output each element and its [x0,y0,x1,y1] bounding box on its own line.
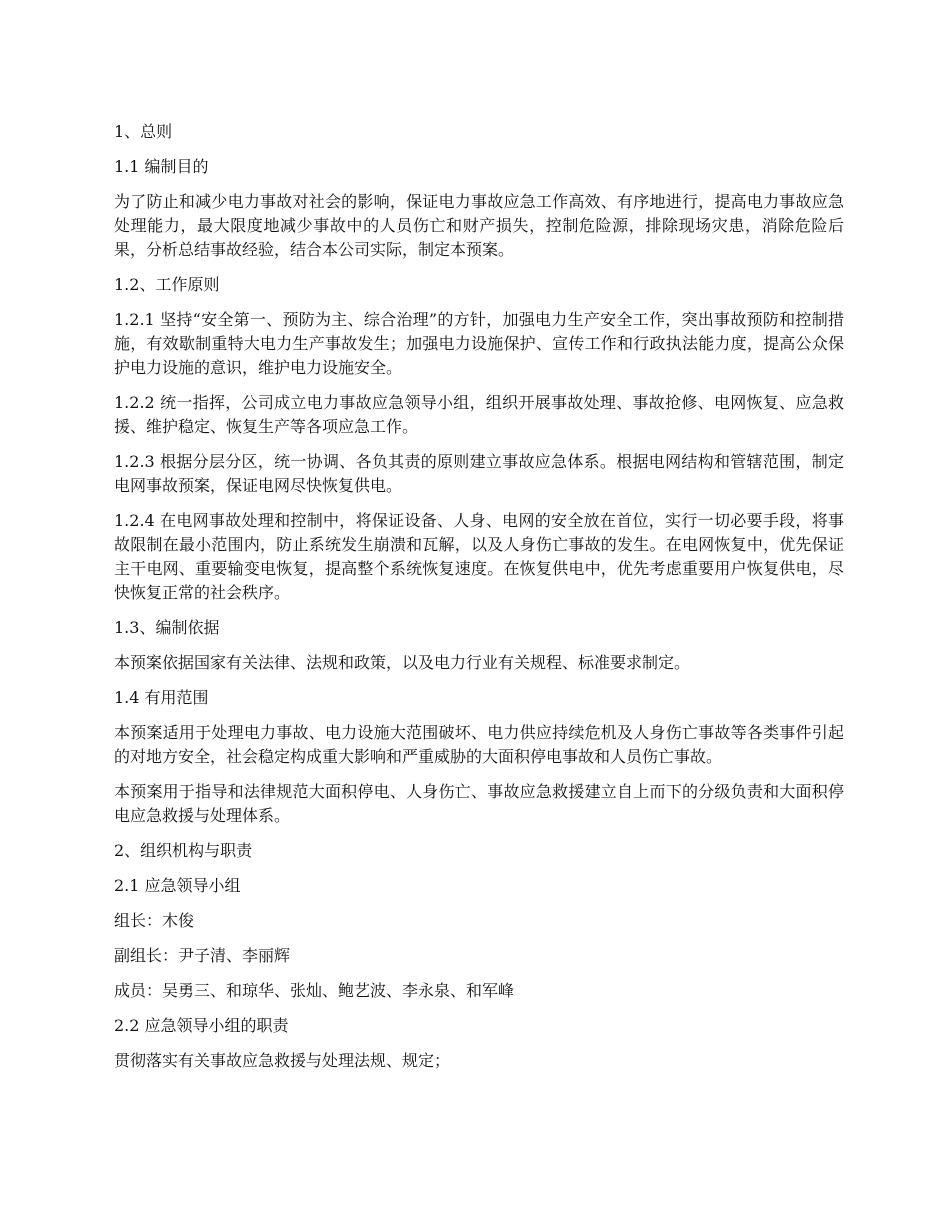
paragraph-duty-1: 贯彻落实有关事故应急救援与处理法规、规定； [114,1051,451,1070]
paragraph-group-leader: 组长：木俊 [114,911,195,930]
subsection-heading-purpose: 1.1 编制目的 [114,157,209,176]
paragraph-scope-2: 本预案用于指导和法律规范大面积停电、人身伤亡、事故应急救援建立自上而下的分级负责和大面积停电应急救援与处理体系。 [114,782,844,825]
subsection-heading-leadership-group: 2.1 应急领导小组 [114,876,241,895]
paragraph-principle-1: 1.2.1 坚持“安全第一、预防为主、综合治理”的方针，加强电力生产安全工作，突出事故预防和控制措施，有效歇制重特大电力生产事故发生；加强电力设施保护、宣传工作和行政执法能力度，提高公众保护电力设施的意识，维护电力设施安全。 [114,310,844,377]
paragraph-basis: 本预案依据国家有关法律、法规和政策，以及电力行业有关规程、标准要求制定。 [114,653,691,672]
subsection-heading-basis: 1.3、编制依据 [114,618,220,637]
paragraph-principle-4: 1.2.4 在电网事故处理和控制中，将保证设备、人身、电网的安全放在首位，实行一切必要手段，将事故限制在最小范围内，防止系统发生崩溃和瓦解，以及人身伤亡事故的发生。在电网恢复中，优先保证主干电网、重要输变电恢复，提高整个系统恢复速度。在恢复供电中，优先考虑重要用户恢复供电，尽快恢复正常的社会秩序。 [114,511,844,602]
paragraph-members: 成员：吴勇三、和琼华、张灿、鲍艺波、李永泉、和军峰 [114,981,515,1000]
paragraph-principle-3: 1.2.3 根据分层分区，统一协调、各负其责的原则建立事故应急体系。根据电网结构和管辖范围，制定电网事故预案，保证电网尽快恢复供电。 [114,452,844,495]
paragraph-principle-2: 1.2.2 统一指挥，公司成立电力事故应急领导小组，组织开展事故处理、事故抢修、电网恢复、应急救援、维护稳定、恢复生产等各项应急工作。 [114,393,844,436]
section-heading-organization: 2、组织机构与职责 [114,841,253,860]
subsection-heading-scope: 1.4 有用范围 [114,688,209,707]
paragraph-scope-1: 本预案适用于处理电力事故、电力设施大范围破坏、电力供应持续危机及人身伤亡事故等各类事件引起的对地方安全，社会稳定构成重大影响和严重威胁的大面积停电事故和人员伤亡事故。 [114,723,844,766]
document-page [114,120,844,1084]
paragraph-deputy-leaders: 副组长：尹子清、李丽辉 [114,946,291,965]
section-heading-general: 1、总则 [114,122,173,141]
subsection-heading-duties: 2.2 应急领导小组的职责 [114,1016,289,1035]
subsection-heading-principles: 1.2、工作原则 [114,275,220,294]
paragraph-purpose: 为了防止和减少电力事故对社会的影响，保证电力事故应急工作高效、有序地进行，提高电力事故应急处理能力，最大限度地减少事故中的人员伤亡和财产损失，控制危险源，排除现场灾患，消除危险后果，分析总结事故经验，结合本公司实际，制定本预案。 [114,192,844,259]
